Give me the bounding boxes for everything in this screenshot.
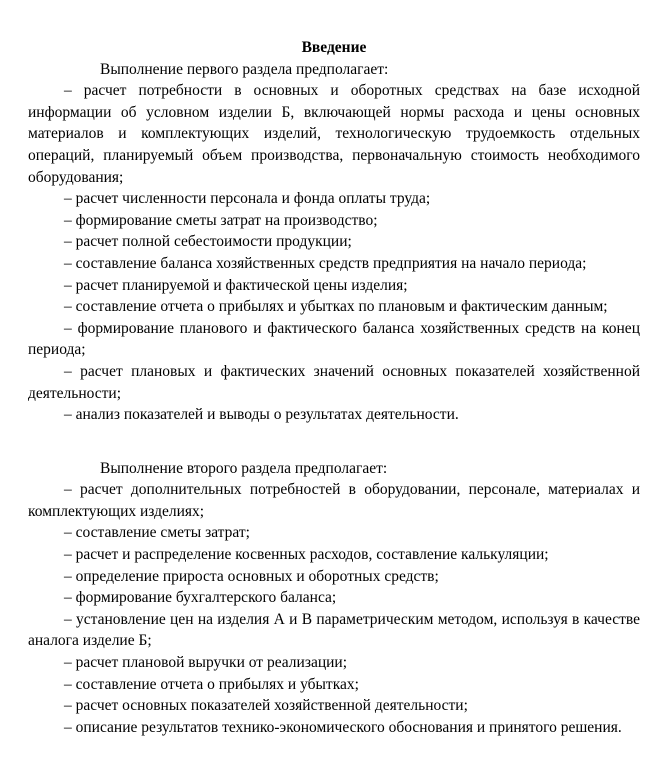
section-2-item: – установление цен на изделия А и В параметрическим методом, используя в качестве аналога изделие Б; (28, 610, 640, 650)
section-2-item: – расчет плановой выручки от реализации; (64, 654, 348, 672)
section-1-item: – расчет потребности в основных и оборотных средствах на базе исходной информации об условном изделии Б, включающей нормы расхода и цены основных материалов и комплектующих изделий, технологическую трудоемкость отдельных операций, планируемый объем производства, первоначальную стоимость необходимого оборудования; (28, 82, 640, 186)
section-1-item: – расчет планируемой и фактической цены изделия; (64, 276, 408, 294)
section-spacer (28, 426, 640, 458)
section-2-item: – расчет дополнительных потребностей в оборудовании, персонале, материалах и комплектующих изделиях; (28, 481, 640, 520)
section-1 (28, 59, 640, 426)
section-1-item: – анализ показателей и выводы о результатах деятельности. (64, 406, 459, 424)
section-2-item: – составление отчета о прибылях и убытках; (64, 675, 359, 693)
section-1-item: – расчет полной себестоимости продукции; (64, 233, 352, 251)
document-page (28, 37, 640, 738)
section-2 (28, 458, 640, 739)
section-2-intro: Выполнение второго раздела предполагает: (100, 459, 388, 477)
section-2-item: – расчет и распределение косвенных расходов, составление калькуляции; (64, 546, 549, 564)
section-2-item: – определение прироста основных и оборотных средств; (64, 567, 439, 585)
section-1-item: – расчет численности персонала и фонда оплаты труда; (64, 190, 431, 208)
section-1-intro: Выполнение первого раздела предполагает: (100, 60, 389, 78)
section-2-item: – описание результатов технико-экономического обоснования и принятого решения. (64, 718, 622, 736)
section-2-item: – составление сметы затрат; (64, 524, 250, 542)
section-1-item: – составление баланса хозяйственных средств предприятия на начало периода; (64, 254, 587, 272)
section-1-item: – формирование планового и фактического баланса хозяйственных средств на конец периода; (28, 319, 640, 359)
section-2-item: – формирование бухгалтерского баланса; (64, 589, 337, 607)
section-1-item: – расчет плановых и фактических значений основных показателей хозяйственной деятельности; (28, 362, 640, 402)
section-1-item: – составление отчета о прибылях и убытках по плановым и фактическим данным; (64, 298, 608, 316)
page-title: Введение (301, 39, 367, 56)
section-1-item: – формирование сметы затрат на производство; (64, 211, 378, 229)
section-2-item: – расчет основных показателей хозяйственной деятельности; (64, 697, 468, 715)
